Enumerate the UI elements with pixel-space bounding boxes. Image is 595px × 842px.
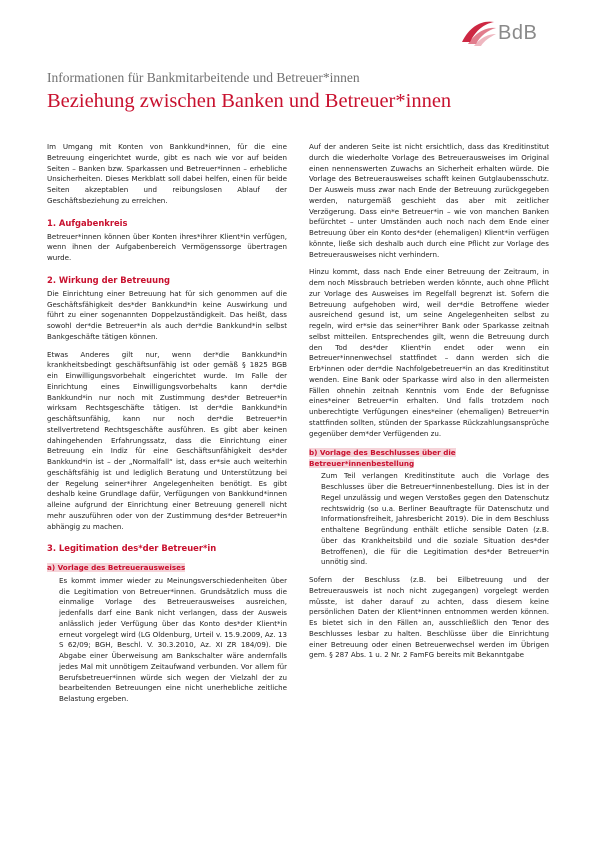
intro-paragraph: Im Umgang mit Konten von Bankkund*innen, für die eine Betreuung eingerichtet wurde, gibt es nach wie vor auf beiden Seiten – Banken bzw. Sparkassen und Betreuer*innen – erhebliche Unsicherheiten. Dieses Merkblatt soll dabei helfen, einen für beide Seiten akzeptablen und reibungslosen Ablauf der Geschäftsbeziehung zu erreichen. (47, 142, 287, 205)
subsection-heading-a (47, 563, 287, 574)
page-title: Beziehung zwischen Banken und Betreuer*innen (47, 90, 452, 112)
paragraph: Sofern der Beschluss (z.B. bei Eilbetreuung und der Betreuerausweis ist noch nicht zugegangen) vorgelegt werden müsste, ist daher darauf zu achten, dass diesem keine persönlichen Daten der Klient*innen entnommen werden können. Es bietet sich in den Fällen an, ausschließlich den Tenor des Beschlusses lesbar zu halten. Beschlüsse über die Einrichtung einer Betreuung oder einen Betreuerwechsel werden im Übrigen gem. § 287 Abs. 1 u. 2 Nr. 2 FamFG bereits mit Bekanntgabe (309, 575, 549, 660)
paragraph: Etwas Anderes gilt nur, wenn der*die Bankkund*in krankheitsbedingt geschäftsunfähig ist oder gemäß § 1825 BGB ein Einwilligungsvorbehalt eingerichtet wurde. Im Falle der Einrichtung eines Einwilligungsvorbehalts kann der*die Bankkund*in nur noch mit Zustimmung des*der Betreuer*in wirksam Rechtsgeschäfte tätigen. Ist der*die Bankkund*in geschäftsunfähig, kann nur noch der*die Betreuer*in stellvertretend Rechtsgeschäfte ausführen. Es gibt aber keinen dahingehenden Erfahrungssatz, dass die Einrichtung einer Betreuung ein Indiz für eine Geschäftsunfähigkeit des*der Bankkund*in ist – der „Normalfall“ ist, dass er*sie auch weiterhin geschäftsfähig ist und lediglich Beratung und Unterstützung bei der Regelung seiner*ihrer Angelegenheiten benötigt. Es gibt deshalb keine Grundlage dafür, Verfügungen von Bankkund*innen alleine aufgrund der Einrichtung einer Betreuung generell nicht mehr auszuführen oder von der Zustimmung des*der Betreuer*in abhängig zu machen. (47, 349, 287, 531)
paragraph: Hinzu kommt, dass nach Ende einer Betreuung der Zeitraum, in dem noch Missbrauch betrieben werden könnte, auch ohne Pflicht zur Vorlage des Ausweises im Regelfall begrenzt ist. Sofern die Betreuung aufgehoben wird, weil der*die Betroffene wieder ausreichend gesund ist, um seine Angelegenheiten selbst zu regeln, wird er*sie das seiner*ihrer Bank oder Sparkasse zeitnah selbst mitteilen. Entsprechendes gilt, wenn die Betreuung durch den Tod des*der Klient*in endet oder wenn ein Betreuer*innenwechsel stattfindet – dann werden sich die Erb*innen oder der*die Nachfolgebetreuer*in an das Kreditinstitut wenden. Eine Bank oder Sparkasse wird also in den allermeisten Fällen ohnehin zeitnah Kenntnis vom Ende der Befugnisse eines*einer Betreuer*in erhalten. Und falls trotzdem noch unberechtigte Verfügungen eines*einer (ehemaligen) Betreuer*in stattfinden sollten, stünden der Sparkasse Rückzahlungsansprüche gegenüber dem*der Verfügenden zu. (309, 267, 549, 438)
paragraph: Zum Teil verlangen Kreditinstitute auch die Vorlage des Beschlusses über die Betreuer*innenbestellung. Dies ist in der Regel unzulässig und wegen Verstoßes gegen den Datenschutz rechtswidrig (so u.a. Berliner Beauftragte für Datenschutz und Informationsfreiheit, Jahresbericht 2019). Die in dem Beschluss enthaltene Begründung enthält etliche sensible Daten (z.B. über das Krankheitsbild und die soziale Situation des*der Betroffenen), die für die Legitimation des*der Betreuer*in unnötig sind. (321, 471, 549, 567)
page-subtitle: Informationen für Bankmitarbeitende und Betreuer*innen (47, 70, 360, 85)
paragraph: Die Einrichtung einer Betreuung hat für sich genommen auf die Geschäftsfähigkeit des*der Bankkund*in keine Auswirkung und führt zu einer sogenannten Doppelzuständigkeit. Das heißt, dass sowohl der*die Betreuer*in als auch der*die Bankkund*in selbst Bankgeschäfte tätigen können. (47, 288, 287, 341)
section-heading-wirkung: 2. Wirkung der Betreuung (47, 274, 171, 285)
paragraph: Es kommt immer wieder zu Meinungsverschiedenheiten über die Legitimation von Betreuer*innen. Grundsätzlich muss die einmalige Vorlage des Betreuerausweises ausreichen, jedenfalls darf eine Bank nicht verlangen, dass der Ausweis anlässlich jeder Verfügung über das Konto des*der Klient*in erneut vorgelegt wird (LG Oldenburg, Urteil v. 15.9.2009, Az. 13 S 62/09; BGH, Beschl. V. 30.3.2010, Az. XI ZR 184/09). Die Abgabe einer Überweisung am Bankschalter wäre andernfalls jedes Mal mit unnötigem Zeitaufwand verbunden. Vor allem für Berufsbetreuer*innen würde sich wegen der Vielzahl der zu bearbeitenden Betreuungen eine nicht unerhebliche zeitliche Belastung ergeben. (59, 575, 287, 703)
paragraph: Auf der anderen Seite ist nicht ersichtlich, dass das Kreditinstitut durch die wiederholte Vorlage des Betreuerausweises im Original einen nennenswerten Zuwachs an Sicherheit erhalten würde. Die Vorlage des Betreuerausweises schafft keinen Gutglaubensschutz. Der Ausweis muss zwar nach Ende der Betreuung zurückgegeben werden, naturgemäß geschieht das aber mit zeitlicher Verzögerung. Dass ein*e Betreuer*in – wie von manchen Banken befürchtet – unter Umständen auch noch nach dem Ende einer Betreuung über ein Konto des*der (ehemaligen) Klient*in verfügen könnte, ließe sich deshalb auch durch eine Pflicht zur Vorlage des Betreuerausweises nicht verhindern. (309, 142, 549, 259)
subsection-heading-b (309, 448, 549, 469)
logo-text: BdB (498, 22, 538, 44)
subsection-heading-a-text: a) Vorlage des Betreuerausweises (47, 563, 186, 573)
section-heading-legitimation: 3. Legitimation des*der Betreuer*in (47, 543, 217, 554)
left-column (47, 142, 287, 712)
paragraph: Betreuer*innen können über Konten ihres*ihrer Klient*in verfügen, wenn ihnen der Aufgabenbereich Vermögenssorge übertragen wurde. (47, 231, 287, 262)
section-heading-aufgabenkreis: 1. Aufgabenkreis (47, 217, 128, 228)
right-column (309, 142, 549, 668)
subsection-heading-b-text: b) Vorlage des Beschlusses über die Betreuer*innenbestellung (309, 448, 456, 468)
